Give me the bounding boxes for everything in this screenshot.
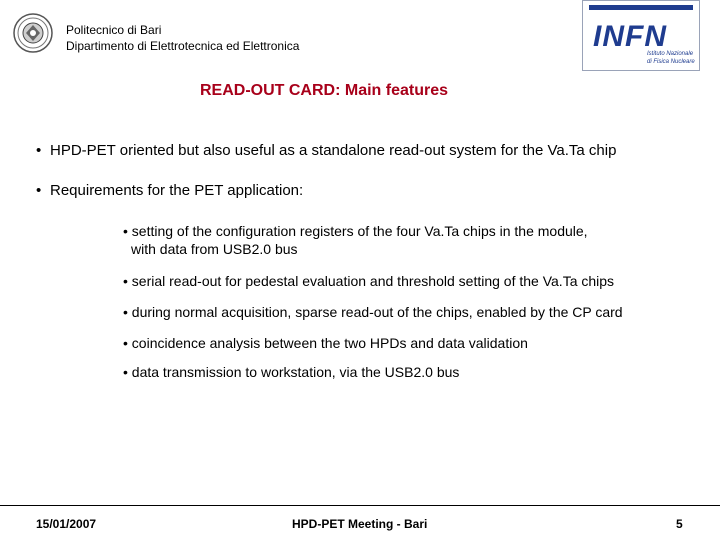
- bullet-dot-icon: •: [36, 182, 42, 199]
- sub-bullet: • coincidence analysis between the two HPDs and data validation: [123, 335, 528, 351]
- institution-line-1: Politecnico di Bari: [66, 23, 162, 37]
- bullet-item: [36, 142, 616, 159]
- footer-meeting: HPD-PET Meeting - Bari: [292, 517, 428, 531]
- bullet-dot-icon: •: [36, 142, 42, 159]
- sub-bullet: • setting of the configuration registers of the four Va.Ta chips in the module,: [123, 223, 588, 239]
- bullet-item: [36, 182, 303, 199]
- infn-logo-text: INFN: [593, 20, 667, 53]
- bullet-text: Requirements for the PET application:: [50, 182, 304, 199]
- infn-sub-line-2: di Fisica Nucleare: [647, 59, 695, 65]
- footer-divider: [0, 505, 720, 506]
- slide-title: [0, 82, 720, 100]
- sub-bullet-continuation: with data from USB2.0 bus: [131, 241, 298, 257]
- sub-bullet: • serial read-out for pedestal evaluation and threshold setting of the Va.Ta chips: [123, 273, 615, 289]
- infn-sub-line-1: Istituto Nazionale: [647, 51, 694, 57]
- institution-line-2: Dipartimento di Elettrotecnica ed Elettronica: [66, 39, 300, 53]
- slide-title-text: READ-OUT CARD: Main features: [199, 82, 448, 99]
- politecnico-seal-logo: [13, 13, 53, 53]
- institution-name: [66, 22, 299, 54]
- sub-bullet: • during normal acquisition, sparse read-out of the chips, enabled by the CP card: [123, 304, 623, 320]
- footer-date: 15/01/2007: [36, 517, 97, 531]
- footer-page-number: 5: [676, 517, 683, 531]
- infn-logo: [582, 0, 700, 71]
- sub-bullet: • data transmission to workstation, via the USB2.0 bus: [123, 364, 460, 380]
- bullet-text: HPD-PET oriented but also useful as a standalone read-out system for the Va.Ta chip: [50, 142, 617, 159]
